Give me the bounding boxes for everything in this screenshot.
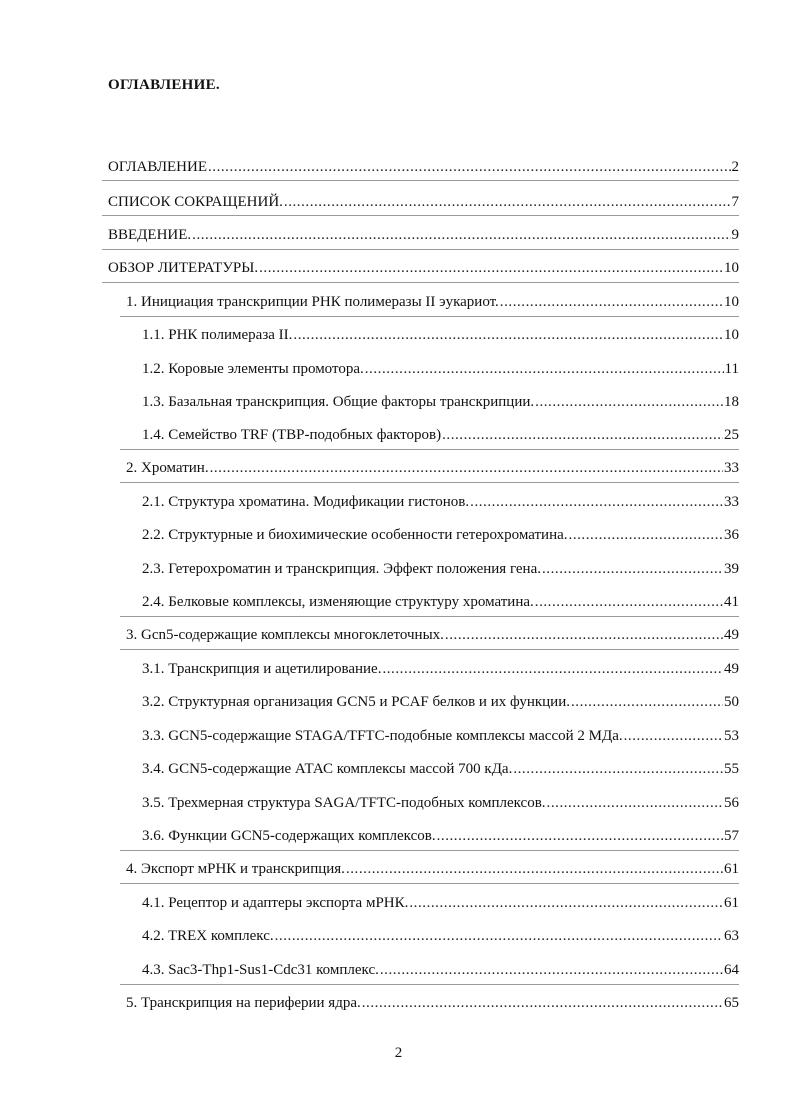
toc-entry[interactable]: [142, 728, 739, 745]
toc-entry-title: 2.3. Гетерохроматин и транскрипция. Эффект положения гена.: [142, 561, 541, 577]
divider: [102, 215, 739, 216]
toc-entry[interactable]: [142, 828, 739, 845]
toc-entry-page: 10: [724, 294, 739, 310]
toc-entry[interactable]: [108, 194, 739, 211]
page-number: 2: [394, 1045, 403, 1061]
toc-entry-title: 3.3. GCN5-содержащие STAGA/TFTC-подобные комплексы массой 2 МДа.: [142, 728, 623, 744]
toc-entry[interactable]: [142, 327, 739, 344]
dot-leader: [535, 594, 723, 611]
toc-entry-title: 1. Инициация транскрипции РНК полимеразы II эукариот.: [126, 294, 499, 310]
divider: [120, 850, 739, 851]
divider: [120, 616, 739, 617]
dot-leader: [284, 194, 731, 211]
toc-entry-page: 61: [724, 861, 739, 877]
toc-entry-title: 1.4. Семейство TRF (TBP-подобных факторов): [142, 427, 442, 443]
toc-entry[interactable]: [142, 494, 739, 511]
toc-entry-page: 9: [731, 227, 739, 243]
toc-entry[interactable]: [126, 294, 739, 311]
toc-entry-page: 65: [724, 995, 739, 1011]
dot-leader: [259, 260, 723, 277]
toc-entry[interactable]: [142, 661, 739, 678]
divider: [120, 883, 739, 884]
dot-leader: [365, 361, 724, 378]
toc-entry[interactable]: [142, 427, 739, 444]
toc-entry-page: 63: [724, 928, 739, 944]
dot-leader: [535, 394, 723, 411]
toc-entry-title: 3.5. Трехмерная структура SAGA/TFTC-подобных комплексов.: [142, 795, 546, 811]
dot-leader: [380, 962, 723, 979]
toc-entry-page: 57: [724, 828, 739, 844]
divider: [120, 449, 739, 450]
toc-entry-title: 3.4. GCN5-содержащие АТАС комплексы массой 700 кДа.: [142, 761, 513, 777]
toc-entry-title: 4. Экспорт мРНК и транскрипция.: [126, 861, 345, 877]
toc-entry-page: 25: [724, 427, 739, 443]
toc-entry[interactable]: [142, 561, 739, 578]
divider: [120, 482, 739, 483]
toc-entry-page: 53: [724, 728, 739, 744]
dot-leader: [547, 795, 723, 812]
toc-entry-page: 39: [724, 561, 739, 577]
toc-entry[interactable]: [126, 995, 739, 1012]
toc-entry[interactable]: [142, 527, 739, 544]
toc-entry-page: 36: [724, 527, 739, 543]
toc-entry-page: 55: [724, 761, 739, 777]
toc-entry-title: 3.1. Транскрипция и ацетилирование.: [142, 661, 382, 677]
toc-entry[interactable]: [142, 928, 739, 945]
toc-entry-title: 2.4. Белковые комплексы, изменяющие структуру хроматина.: [142, 594, 534, 610]
toc-entry-page: 56: [724, 795, 739, 811]
toc-entry-title: 3. Gcn5-содержащие комплексы многоклеточных.: [126, 627, 444, 643]
toc-entry-page: 2: [731, 159, 739, 175]
toc-entry-title: 4.1. Рецептор и адаптеры экспорта мРНК.: [142, 895, 409, 911]
dot-leader: [569, 527, 723, 544]
toc-entry-title: 1.3. Базальная транскрипция. Общие факторы транскрипции.: [142, 394, 535, 410]
dot-leader: [362, 995, 723, 1012]
dot-leader: [409, 895, 723, 912]
dot-leader: [208, 159, 731, 176]
divider: [120, 984, 739, 985]
dot-leader: [445, 627, 723, 644]
divider: [102, 249, 739, 250]
dot-leader: [437, 828, 723, 845]
toc-entry-page: 64: [724, 962, 739, 978]
dot-leader: [192, 227, 730, 244]
toc-entry[interactable]: [108, 159, 739, 176]
divider: [102, 180, 739, 181]
toc-entry-page: 10: [724, 260, 739, 276]
toc-entry[interactable]: [126, 627, 739, 644]
toc-entry-page: 49: [724, 661, 739, 677]
toc-heading: ОГЛАВЛЕНИЕ.: [108, 77, 220, 93]
toc-entry[interactable]: [142, 795, 739, 812]
toc-entry-title: 5. Транскрипция на периферии ядра.: [126, 995, 361, 1011]
divider: [102, 282, 739, 283]
toc-entry-title: 1.1. РНК полимераза II.: [142, 327, 293, 343]
toc-entry-page: 18: [724, 394, 739, 410]
toc-entry-page: 33: [724, 494, 739, 510]
toc-entry-page: 41: [724, 594, 739, 610]
toc-entry-title: 2.2. Структурные и биохимические особенности гетерохроматина.: [142, 527, 568, 543]
dot-leader: [210, 460, 723, 477]
toc-entry-page: 49: [724, 627, 739, 643]
toc-entry[interactable]: [108, 260, 739, 277]
dot-leader: [293, 327, 723, 344]
toc-entry-title: 4.3. Sac3-Thp1-Sus1-Cdc31 комплекс.: [142, 962, 379, 978]
toc-entry-title: ОГЛАВЛЕНИЕ: [108, 159, 207, 175]
toc-entry[interactable]: [142, 394, 739, 411]
toc-entry[interactable]: [142, 895, 739, 912]
toc-entry-title: СПИСОК СОКРАЩЕНИЙ.: [108, 194, 283, 210]
dot-leader: [470, 494, 723, 511]
dot-leader: [346, 861, 723, 878]
toc-entry[interactable]: [142, 594, 739, 611]
toc-entry-page: 7: [731, 194, 739, 210]
toc-entry-title: 1.2. Коровые элементы промотора.: [142, 361, 364, 377]
dot-leader: [275, 928, 723, 945]
toc-entry[interactable]: [142, 962, 739, 979]
toc-entry-page: 33: [724, 460, 739, 476]
toc-entry-page: 61: [724, 895, 739, 911]
dot-leader: [571, 694, 723, 711]
dot-leader: [542, 561, 723, 578]
toc-entry-title: 3.2. Структурная организация GCN5 и PCAF белков и их функции.: [142, 694, 570, 710]
toc-entry[interactable]: [126, 460, 739, 477]
toc-entry[interactable]: [126, 861, 739, 878]
dot-leader: [500, 294, 723, 311]
divider: [120, 316, 739, 317]
toc-entry[interactable]: [108, 227, 739, 244]
dot-leader: [382, 661, 723, 678]
toc-entry[interactable]: [142, 694, 739, 711]
toc-entry-title: 4.2. TREX комплекс.: [142, 928, 274, 944]
toc-entry[interactable]: [142, 361, 739, 378]
toc-entry-title: 3.6. Функции GCN5-содержащих комплексов.: [142, 828, 436, 844]
toc-entry-title: ВВЕДЕНИЕ.: [108, 227, 192, 243]
dot-leader: [442, 427, 723, 444]
dot-leader: [513, 761, 723, 778]
toc-entry-page: 11: [724, 361, 739, 377]
toc-entry-title: 2. Хроматин.: [126, 460, 209, 476]
divider: [120, 649, 739, 650]
toc-entry-title: 2.1. Структура хроматина. Модификации гистонов.: [142, 494, 470, 510]
toc-entry-page: 10: [724, 327, 739, 343]
toc-entry[interactable]: [142, 761, 739, 778]
dot-leader: [624, 728, 723, 745]
toc-entry-page: 50: [724, 694, 739, 710]
toc-entry-title: ОБЗОР ЛИТЕРАТУРЫ.: [108, 260, 259, 276]
